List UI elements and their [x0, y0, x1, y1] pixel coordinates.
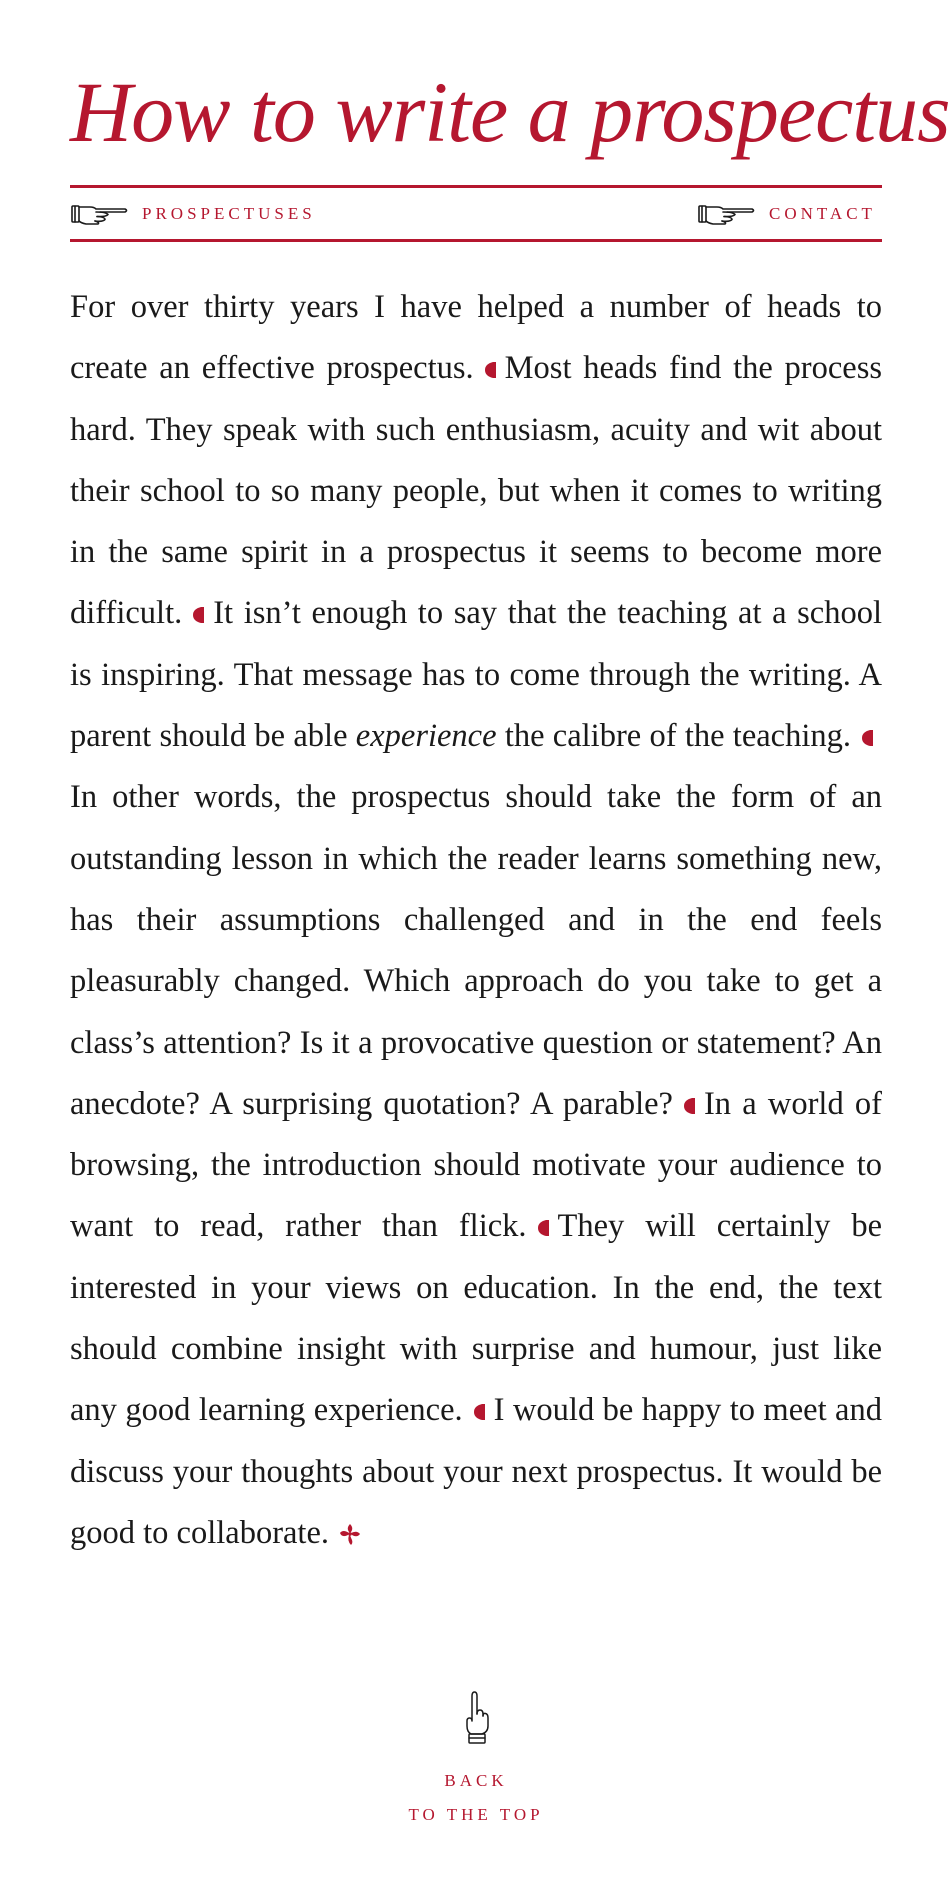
pilcrow-icon: [861, 729, 876, 747]
article-sentence: Most heads find the process hard. They speak with such enthusiasm, acuity and wit about their school to so many people, but when it comes to writing in the same spirit in a prospectus it seems to become more difficult.: [70, 350, 882, 632]
back-to-top-link[interactable]: [70, 1690, 882, 1832]
nav-link-prospectuses[interactable]: [70, 188, 316, 239]
back-label-line1: BACK: [444, 1771, 508, 1790]
article-sentence: For over thirty years I have helped a number of heads to create an effective prospectus.: [70, 289, 882, 387]
nav-link-contact[interactable]: [697, 188, 876, 239]
article-sentence: the calibre of the teaching.: [504, 718, 852, 755]
page-title: How to write a prospectus: [70, 64, 950, 160]
article-body: [70, 277, 882, 1564]
nav-label-prospectuses: PROSPECTUSES: [142, 203, 316, 223]
nav-label-contact: CONTACT: [769, 203, 876, 223]
pointing-up-hand-icon: [461, 1690, 491, 1746]
article-sentence: In other words, the prospectus should take the form of an outstanding lesson in which the reader learns something new, has their assumptions challenged and in the end feels pleasurably changed. Which approach do you take to get a class’s attention? Is it a provocative question or statement? An anecdote? A surprising quotation? A parable?: [70, 779, 882, 1122]
pointing-hand-icon: [70, 202, 130, 226]
pointing-hand-icon: [697, 202, 757, 226]
pilcrow-icon: [683, 1097, 698, 1115]
back-label-line2: TO THE TOP: [408, 1805, 544, 1824]
header-rule-bottom: [70, 239, 882, 242]
pilcrow-icon: [484, 361, 499, 379]
article-sentence: They will certainly be interested in your views on education. In the end, the text should combine insight with surprise and humour, just like any good learning experience.: [70, 1208, 882, 1429]
article-sentence: In a world of browsing, the introduction should motivate your audience to want to read, rather than flick.: [70, 1085, 882, 1245]
top-navigation: [70, 188, 882, 239]
pilcrow-icon: [537, 1219, 552, 1237]
article-sentence: I would be happy to meet and discuss your thoughts about your next prospectus. It would be good to collaborate.: [70, 1392, 882, 1551]
pilcrow-icon: [192, 606, 207, 624]
fleuron-icon: [337, 1521, 363, 1547]
emphasis-experience: experience: [355, 718, 497, 755]
article-sentence: It isn’t enough to say that the teaching at a school is inspiring. That message has to come through the writing. A parent should be able: [70, 595, 882, 755]
pilcrow-icon: [473, 1403, 488, 1421]
